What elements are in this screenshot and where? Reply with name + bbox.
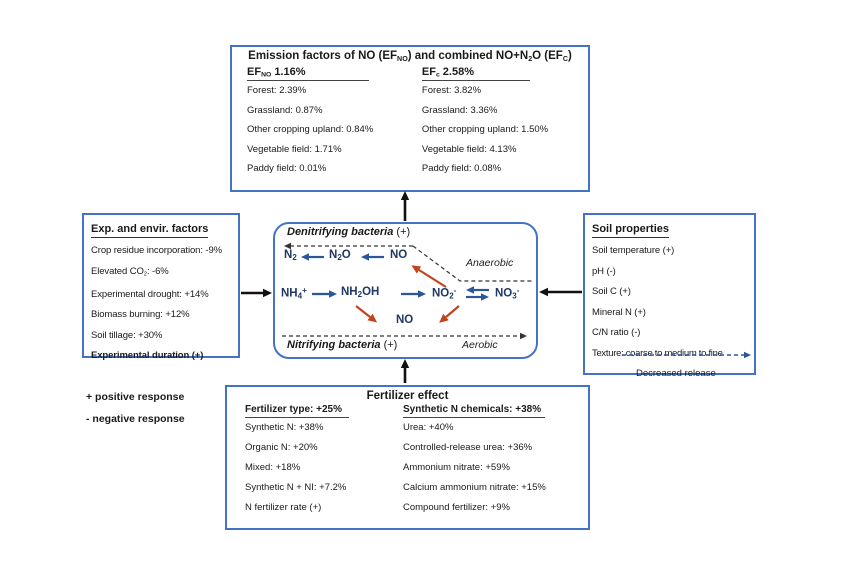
species-no2: $NO_2^-$: [432, 286, 457, 301]
emission-box-title: Emission factors of NO $(EF_{NO})$ and combined $NO+N_2O$ $(EF_C)$: [248, 50, 572, 63]
species-n2o: $N_2O$: [329, 249, 351, 262]
denitrifying-bacteria-label: Denitrifying bacteria (+): [287, 226, 411, 238]
fertilizer-effect-box: [225, 385, 590, 530]
efno-item: Other cropping upland: 0.84%: [247, 124, 374, 136]
efc-header: $EF_c$ 2.58%: [422, 66, 530, 82]
efc-item: Vegetable field: 4.13%: [421, 143, 517, 155]
soil-item: pH (-): [592, 265, 616, 277]
exp-item-duration: Experimental duration (+): [91, 350, 204, 362]
synthetic-n-item: Urea: +40%: [403, 422, 454, 433]
soil-item: Soil C (+): [592, 286, 631, 298]
efc-item: Other cropping upland: 1.50%: [421, 124, 549, 136]
fertilizer-box-title: Fertilizer effect: [366, 390, 449, 402]
fertilizer-columns: [235, 404, 580, 518]
soil-box-title: Soil properties: [592, 223, 669, 238]
emission-factors-box: [230, 45, 590, 192]
efno-header: $EF_{NO}$ 1.16%: [247, 66, 369, 82]
species-n2: $N_2$: [284, 249, 297, 262]
synthetic-n-chemicals-column: [403, 404, 578, 518]
species-nh4: $NH_4^+$: [281, 286, 307, 301]
fertilizer-type-item: N fertilizer rate (+): [245, 502, 322, 513]
efc-item: Paddy field: 0.08%: [421, 163, 502, 175]
species-no-bottom: NO: [396, 314, 414, 326]
fertilizer-type-header: Fertilizer type: +25%: [245, 404, 349, 418]
fertilizer-type-item: Synthetic N + NI: +7.2%: [245, 482, 347, 493]
species-no3: $NO_3^-$: [495, 286, 520, 301]
soil-item: Soil temperature (+): [592, 245, 675, 256]
synthetic-n-item: Calcium ammonium nitrate: +15%: [403, 482, 546, 493]
exp-box-title: Exp. and envir. factors: [91, 223, 208, 238]
fertilizer-type-item: Mixed: +18%: [245, 462, 301, 473]
fertilizer-type-column: [235, 404, 403, 518]
exp-item: Elevated $CO_2$: -6%: [91, 265, 169, 278]
soil-item: C/N ratio (-): [592, 327, 641, 339]
synthetic-n-item: Ammonium nitrate: +59%: [403, 462, 510, 473]
exp-item: Biomass burning: +12%: [91, 309, 190, 321]
emission-column-efno: [242, 66, 422, 179]
exp-item: Crop residue incorporation: -9%: [91, 245, 223, 256]
species-nh2oh: $NH_2OH$: [341, 286, 380, 299]
exp-envir-factors-box: [82, 213, 240, 362]
aerobic-label: Aerobic: [462, 339, 498, 351]
soil-texture-sublabel: Decreased release: [636, 367, 716, 379]
soil-texture-line: Texture: coarse to medium to fine: [592, 347, 723, 359]
exp-item: Soil tillage: +30%: [91, 329, 163, 341]
soil-item: Mineral N (+): [592, 306, 646, 318]
fertilizer-type-item: Synthetic N: +38%: [245, 422, 324, 433]
fertilizer-type-item: Organic N: +20%: [245, 442, 318, 453]
soil-properties-box: [583, 213, 756, 379]
emission-columns: [242, 66, 578, 179]
efno-item: Paddy field: 0.01%: [247, 163, 327, 175]
synthetic-n-item: Compound fertilizer: +9%: [403, 502, 510, 513]
synthetic-n-item: Controlled-release urea: +36%: [403, 442, 533, 453]
species-no-top: NO: [390, 249, 408, 261]
efno-item: Vegetable field: 1.71%: [247, 143, 342, 155]
legend-positive: + positive response: [86, 391, 185, 403]
efc-item: Grassland: 3.36%: [421, 104, 498, 116]
synthetic-n-header: Synthetic N chemicals: +38%: [403, 404, 545, 418]
anaerobic-label: Anaerobic: [466, 257, 514, 269]
efno-item: Forest: 2.39%: [247, 85, 307, 97]
efc-item: Forest: 3.82%: [421, 85, 482, 97]
legend-negative: - negative response: [86, 413, 185, 425]
nitrifying-bacteria-label: Nitrifying bacteria (+): [287, 339, 398, 351]
exp-item: Experimental drought: +14%: [91, 288, 209, 300]
efno-item: Grassland: 0.87%: [247, 104, 323, 116]
emission-column-efc: [422, 66, 578, 179]
